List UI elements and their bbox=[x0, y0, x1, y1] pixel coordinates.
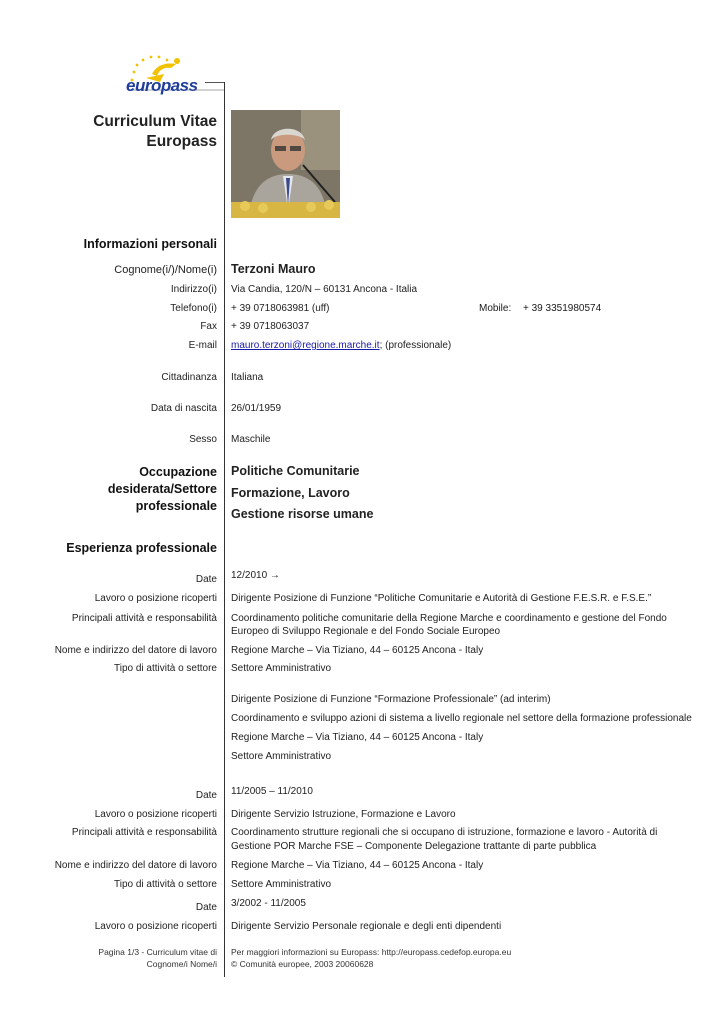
birth-date-label: Data di nascita bbox=[150, 403, 217, 414]
email-label: E-mail bbox=[188, 340, 217, 351]
entry2-employer-value: Regione Marche – Via Tiziano, 44 – 60125 Ancona - Italy bbox=[231, 860, 484, 871]
entry1-activities-line-2: Europeo di Sviluppo Regionale e del Fondo Sociale Europeo bbox=[231, 626, 501, 637]
mobile-label: Mobile: bbox=[479, 303, 512, 314]
occupation-label-line-2: desiderata/Settore bbox=[107, 482, 217, 496]
entry2-sector-label: Tipo di attività o settore bbox=[113, 879, 217, 890]
column-divider bbox=[224, 82, 225, 977]
section-title-experience: Esperienza professionale bbox=[66, 541, 217, 555]
entry2-employer-label: Nome e indirizzo del datore di lavoro bbox=[54, 860, 217, 871]
sex-label: Sesso bbox=[189, 434, 217, 445]
entry2-activities-line-2: Gestione POR Marche FSE – Componente Delegazione trattante di parte pubblica bbox=[231, 841, 597, 852]
occupation-value-1: Politiche Comunitarie bbox=[231, 464, 360, 478]
entry1-date-value: 12/2010 → bbox=[231, 570, 280, 581]
occupation-label-line-3: professionale bbox=[135, 499, 217, 513]
citizenship-value: Italiana bbox=[231, 372, 264, 383]
title-line-1: Curriculum Vitae bbox=[93, 113, 217, 130]
profile-photo bbox=[231, 110, 340, 218]
phone-value: + 39 0718063981 (uff) bbox=[231, 303, 330, 314]
mobile-value: + 39 3351980574 bbox=[523, 303, 602, 314]
phone-label: Telefono(i) bbox=[170, 303, 217, 314]
footer-page-info: Pagina 1/3 - Curriculum vitae di bbox=[98, 947, 217, 957]
entry3-date-label: Date bbox=[195, 902, 217, 913]
footer-left bbox=[98, 946, 217, 970]
entry1b-sector-value: Settore Amministrativo bbox=[231, 751, 332, 762]
name-label: Cognome(i/)/Nome(i) bbox=[114, 264, 217, 276]
footer-name-info: Cognome/i Nome/i bbox=[146, 959, 217, 969]
entry3-position-value: Dirigente Servizio Personale regionale e degli enti dipendenti bbox=[231, 921, 502, 932]
entry1-activities-line-1: Coordinamento politiche comunitarie della Regione Marche e coordinamento e gestione del Fondo bbox=[231, 613, 667, 624]
section-title-personal: Informazioni personali bbox=[83, 237, 217, 251]
occupation-label-line-1: Occupazione bbox=[139, 465, 217, 479]
entry1-employer-value: Regione Marche – Via Tiziano, 44 – 60125 Ancona - Italy bbox=[231, 645, 484, 656]
name-value: Terzoni Mauro bbox=[231, 262, 316, 276]
entry1b-activities-value: Coordinamento e sviluppo azioni di sistema a livello regionale nel settore della formazione professionale bbox=[231, 713, 692, 724]
entry1-position-label: Lavoro o posizione ricoperti bbox=[94, 593, 217, 604]
occupation-value-2: Formazione, Lavoro bbox=[231, 486, 350, 500]
footer-more-info: Per maggiori informazioni su Europass: http://europass.cedefop.europa.eu bbox=[231, 947, 512, 957]
entry2-date-value: 11/2005 – 11/2010 bbox=[231, 786, 313, 797]
email-row bbox=[231, 340, 451, 351]
citizenship-label: Cittadinanza bbox=[161, 372, 217, 383]
entry3-date-value: 3/2002 - 11/2005 bbox=[231, 898, 306, 909]
europass-logo-text: europass bbox=[126, 76, 198, 95]
fax-label: Fax bbox=[200, 321, 217, 332]
entry1b-position-value: Dirigente Posizione di Funzione “Formazione Professionale” (ad interim) bbox=[231, 694, 551, 705]
address-label: Indirizzo(i) bbox=[170, 284, 217, 295]
entry2-date-label: Date bbox=[195, 790, 217, 801]
address-value: Via Candia, 120/N – 60131 Ancona - Italia bbox=[231, 284, 418, 295]
entry2-activities-line-1: Coordinamento strutture regionali che si occupano di istruzione, formazione e lavoro - Autorità di bbox=[231, 827, 658, 838]
portrait-image bbox=[231, 110, 340, 218]
logo-rule bbox=[205, 82, 225, 83]
footer-copyright: © Comunità europee, 2003 20060628 bbox=[231, 959, 374, 969]
entry1-position-value: Dirigente Posizione di Funzione “Politiche Comunitarie e Autorità di Gestione F.E.S.R. e F.S.E.” bbox=[231, 593, 652, 604]
footer-right bbox=[231, 946, 511, 970]
entry1-sector-label: Tipo di attività o settore bbox=[113, 663, 217, 674]
entry2-position-label: Lavoro o posizione ricoperti bbox=[94, 809, 217, 820]
entry2-activities-label: Principali attività e responsabilità bbox=[71, 827, 217, 838]
entry1-activities-label: Principali attività e responsabilità bbox=[71, 613, 217, 624]
entry1-date-label: Date bbox=[195, 574, 217, 585]
title-line-2: Europass bbox=[146, 133, 217, 150]
document-title bbox=[93, 112, 217, 152]
email-suffix: ; (professionale) bbox=[379, 340, 452, 351]
occupation-label bbox=[108, 464, 217, 515]
birth-date-value: 26/01/1959 bbox=[231, 403, 282, 414]
email-link[interactable]: mauro.terzoni@regione.marche.it bbox=[231, 340, 380, 351]
entry1-sector-value: Settore Amministrativo bbox=[231, 663, 332, 674]
entry3-position-label: Lavoro o posizione ricoperti bbox=[94, 921, 217, 932]
sex-value: Maschile bbox=[231, 434, 271, 445]
entry1b-employer-value: Regione Marche – Via Tiziano, 44 – 60125 Ancona - Italy bbox=[231, 732, 484, 743]
entry1-employer-label: Nome e indirizzo del datore di lavoro bbox=[54, 645, 217, 656]
europass-logo bbox=[124, 52, 224, 100]
fax-value: + 39 0718063037 bbox=[231, 321, 310, 332]
occupation-value-3: Gestione risorse umane bbox=[231, 507, 374, 521]
entry2-position-value: Dirigente Servizio Istruzione, Formazione e Lavoro bbox=[231, 809, 456, 820]
entry2-sector-value: Settore Amministrativo bbox=[231, 879, 332, 890]
